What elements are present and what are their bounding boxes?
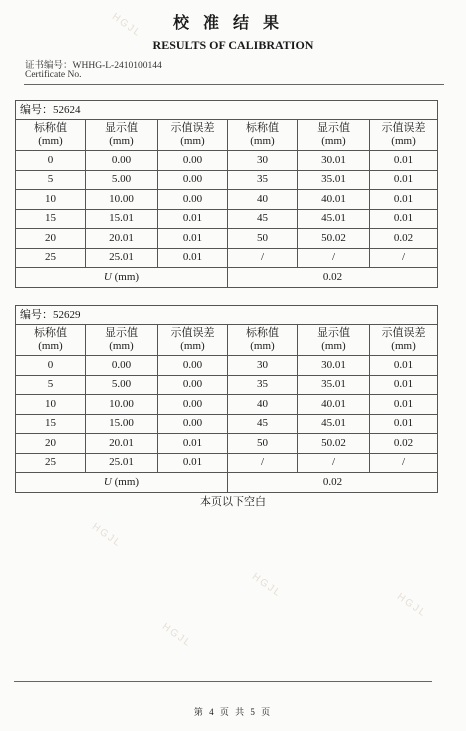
header-divider: [24, 84, 444, 85]
table-cell: 30.01: [298, 356, 370, 376]
table-cell: 15: [16, 414, 86, 434]
col-header-error: 示值误差 (mm): [158, 120, 228, 151]
table-cell: 5.00: [86, 170, 158, 190]
table-cell: 0.00: [158, 356, 228, 376]
table-cell: 0.00: [158, 375, 228, 395]
col-header-error: 示值误差 (mm): [370, 325, 438, 356]
table-cell: 15.01: [86, 209, 158, 229]
col-header-display: 显示值 (mm): [86, 120, 158, 151]
table-cell: /: [228, 248, 298, 268]
col-header-display: 显示值 (mm): [298, 325, 370, 356]
table-cell: 10.00: [86, 190, 158, 210]
uncertainty-row: [16, 473, 438, 493]
table-cell: 35: [228, 375, 298, 395]
table-row: [16, 395, 438, 415]
col-header-error: 示值误差 (mm): [370, 120, 438, 151]
table-cell: 0.00: [158, 170, 228, 190]
table-cell: 20.01: [86, 434, 158, 454]
table-row: [16, 170, 438, 190]
table-cell: /: [228, 453, 298, 473]
table-cell: 15: [16, 209, 86, 229]
table-cell: /: [298, 453, 370, 473]
certificate-number-line: [25, 57, 162, 71]
table-cell: 0.01: [370, 151, 438, 171]
table-cell: 20: [16, 434, 86, 454]
table-cell: 0.00: [158, 190, 228, 210]
table-row: [16, 229, 438, 249]
table-cell: 0.02: [370, 229, 438, 249]
table-row: [16, 190, 438, 210]
table-cell: 5: [16, 375, 86, 395]
table-cell: 0.01: [158, 453, 228, 473]
col-header-error: 示值误差 (mm): [158, 325, 228, 356]
uncertainty-value: 0.02: [228, 473, 438, 493]
table-cell: 35: [228, 170, 298, 190]
blank-below-note: 本页以下空白: [200, 496, 266, 508]
table-cell: 0: [16, 356, 86, 376]
cert-number: WHHG-L-2410100144: [72, 61, 162, 71]
table-cell: /: [298, 248, 370, 268]
table-cell: 0.00: [86, 151, 158, 171]
table-cell: 0.00: [86, 356, 158, 376]
uncertainty-row: [16, 268, 438, 288]
table-row: [16, 453, 438, 473]
col-header-nominal: 标称值 (mm): [228, 325, 298, 356]
table-cell: 5.00: [86, 375, 158, 395]
table-cell: 10: [16, 190, 86, 210]
table-row: [16, 209, 438, 229]
col-header-nominal: 标称值 (mm): [16, 325, 86, 356]
table-id-label: 编号：52624: [16, 101, 438, 120]
table-cell: 0.01: [158, 209, 228, 229]
col-header-nominal: 标称值 (mm): [228, 120, 298, 151]
table-row: [16, 434, 438, 454]
table-cell: 45: [228, 414, 298, 434]
col-header-display: 显示值 (mm): [86, 325, 158, 356]
cert-label-en: Certificate No.: [25, 70, 82, 80]
table-cell: 0.01: [158, 434, 228, 454]
table-cell: 25: [16, 453, 86, 473]
table-cell: 30: [228, 151, 298, 171]
table-cell: 35.01: [298, 170, 370, 190]
table-row: [16, 151, 438, 171]
table-cell: 45: [228, 209, 298, 229]
table-id-label: 编号：52629: [16, 306, 438, 325]
table-cell: 50: [228, 434, 298, 454]
table-cell: 0: [16, 151, 86, 171]
watermark: HGJL: [394, 591, 429, 620]
footer-divider: [14, 681, 432, 682]
table-cell: 50.02: [298, 434, 370, 454]
table-cell: 0.01: [370, 190, 438, 210]
col-header-display: 显示值 (mm): [298, 120, 370, 151]
cert-label-cn: 证书编号：: [25, 61, 73, 71]
uncertainty-label: U (mm): [16, 268, 228, 288]
table-row: [16, 248, 438, 268]
table-cell: 0.00: [158, 395, 228, 415]
table-cell: 10: [16, 395, 86, 415]
table-cell: 0.00: [158, 414, 228, 434]
table-cell: 30: [228, 356, 298, 376]
uncertainty-label: U (mm): [16, 473, 228, 493]
table-cell: 25: [16, 248, 86, 268]
table-cell: 45.01: [298, 414, 370, 434]
page-title-cn: 校准结果: [172, 15, 293, 32]
table-cell: 20: [16, 229, 86, 249]
table-cell: 0.01: [370, 170, 438, 190]
table-cell: 5: [16, 170, 86, 190]
watermark: HGJL: [249, 571, 284, 600]
watermark: HGJL: [159, 621, 194, 650]
table-cell: 25.01: [86, 248, 158, 268]
table-cell: 50.02: [298, 229, 370, 249]
table-cell: 20.01: [86, 229, 158, 249]
table-cell: /: [370, 248, 438, 268]
table-cell: 30.01: [298, 151, 370, 171]
table-cell: 0.00: [158, 151, 228, 171]
table-cell: 40.01: [298, 395, 370, 415]
table-cell: 40: [228, 190, 298, 210]
table-cell: 0.01: [370, 209, 438, 229]
table-cell: /: [370, 453, 438, 473]
calibration-table-2: [15, 305, 438, 493]
col-header-nominal: 标称值 (mm): [16, 120, 86, 151]
table-cell: 0.02: [370, 434, 438, 454]
watermark: HGJL: [89, 521, 124, 550]
table-row: [16, 356, 438, 376]
table-cell: 0.01: [370, 375, 438, 395]
table-cell: 0.01: [158, 229, 228, 249]
calibration-table-1: [15, 100, 438, 288]
table-cell: 50: [228, 229, 298, 249]
page-title-en: RESULTS OF CALIBRATION: [152, 38, 314, 52]
table-cell: 15.00: [86, 414, 158, 434]
watermark: HGJL: [109, 11, 144, 40]
table-cell: 0.01: [370, 395, 438, 415]
table-row: [16, 375, 438, 395]
table-cell: 0.01: [370, 414, 438, 434]
table-cell: 0.01: [158, 248, 228, 268]
page-number: 第 4 页 共 5 页: [193, 707, 273, 717]
table-row: [16, 414, 438, 434]
table-cell: 40.01: [298, 190, 370, 210]
table-cell: 45.01: [298, 209, 370, 229]
table-cell: 0.01: [370, 356, 438, 376]
table-cell: 25.01: [86, 453, 158, 473]
table-cell: 10.00: [86, 395, 158, 415]
table-cell: 40: [228, 395, 298, 415]
table-cell: 35.01: [298, 375, 370, 395]
uncertainty-value: 0.02: [228, 268, 438, 288]
